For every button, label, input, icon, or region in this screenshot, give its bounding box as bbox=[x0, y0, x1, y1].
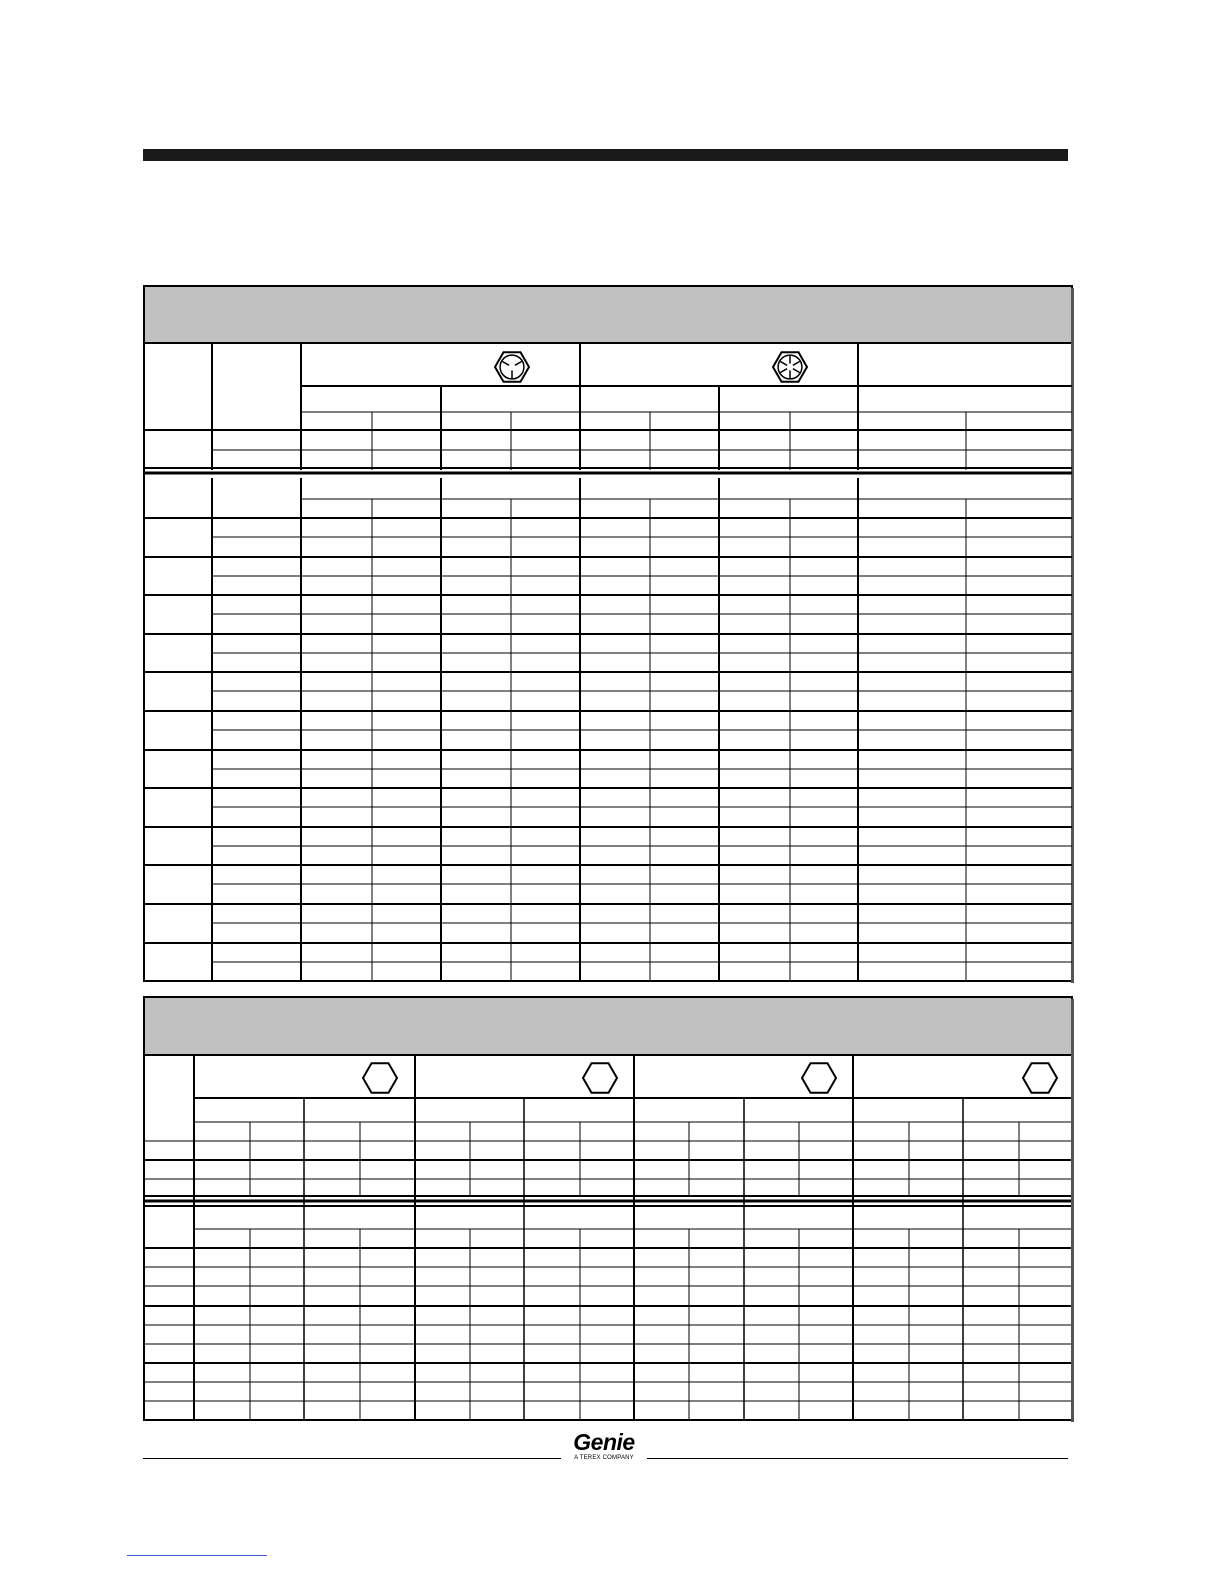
bottom-table bbox=[143, 996, 1073, 1421]
link-underline[interactable] bbox=[127, 1555, 267, 1556]
top-table-grid bbox=[143, 344, 1072, 981]
genie-logo bbox=[560, 1430, 648, 1470]
hex-bolt-grade-5-icon bbox=[495, 352, 529, 381]
hex-bolt-grade-8-icon bbox=[773, 352, 807, 381]
bolt-icons bbox=[363, 352, 1057, 1092]
logo-subtext: A TEREX COMPANY bbox=[574, 1455, 634, 1461]
footer-rule-left bbox=[143, 1458, 561, 1459]
footer-rule-right bbox=[647, 1458, 1068, 1459]
bottom-table-shadow bbox=[1071, 999, 1074, 1422]
logo-text: Genie bbox=[573, 1429, 635, 1455]
